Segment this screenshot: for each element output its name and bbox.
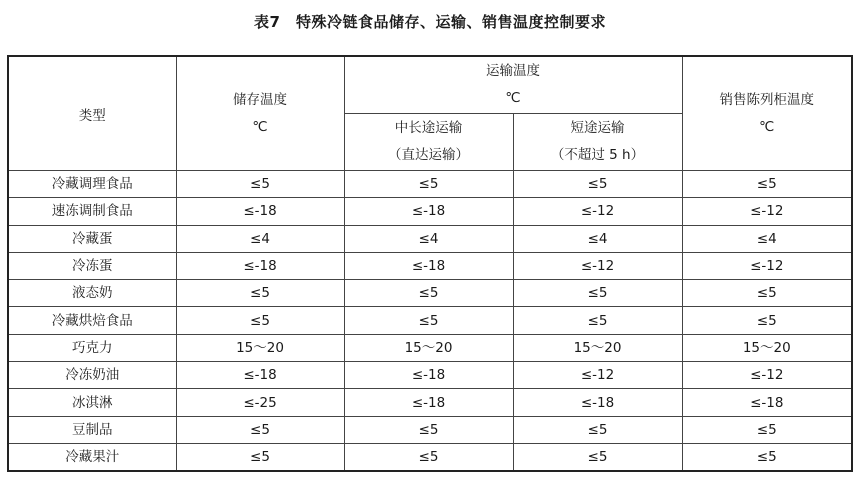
header-sales-label: 销售陈列柜温度 xyxy=(719,91,814,108)
cell-short: ≤-12 xyxy=(513,252,682,279)
cell-short: ≤-12 xyxy=(513,198,682,225)
cell-type: 冷冻蛋 xyxy=(8,252,176,279)
header-long-distance xyxy=(344,114,513,171)
table-caption: 表7 特殊冷链食品储存、运输、销售温度控制要求 xyxy=(254,13,606,31)
cell-sales: ≤-12 xyxy=(682,252,852,279)
cell-sales: ≤5 xyxy=(682,280,852,307)
header-long-note: （直达运输） xyxy=(388,147,469,163)
cell-type: 豆制品 xyxy=(8,416,176,443)
cell-sales: ≤-12 xyxy=(682,362,852,389)
cell-short: 15～20 xyxy=(513,334,682,361)
cell-short: ≤5 xyxy=(513,171,682,198)
cell-storage: ≤-18 xyxy=(176,252,344,279)
cell-type: 冷冻奶油 xyxy=(8,362,176,389)
cell-long: ≤5 xyxy=(344,171,513,198)
cell-sales: ≤5 xyxy=(682,416,852,443)
cell-long: ≤-18 xyxy=(344,252,513,279)
header-storage-temperature xyxy=(176,56,344,171)
table-row xyxy=(8,416,852,443)
table-row xyxy=(8,362,852,389)
table-row xyxy=(8,307,852,334)
temperature-requirements-table xyxy=(7,55,853,472)
header-sales-unit: ℃ xyxy=(759,118,775,135)
cell-type: 冷藏烘焙食品 xyxy=(8,307,176,334)
header-short-label: 短途运输 xyxy=(570,120,625,136)
cell-storage: ≤-18 xyxy=(176,362,344,389)
cell-type: 冷藏调理食品 xyxy=(8,171,176,198)
cell-short: ≤5 xyxy=(513,307,682,334)
table-row xyxy=(8,198,852,225)
cell-sales: ≤-18 xyxy=(682,389,852,416)
cell-type: 速冻调制食品 xyxy=(8,198,176,225)
cell-long: 15～20 xyxy=(344,334,513,361)
cell-storage: ≤5 xyxy=(176,416,344,443)
cell-storage: ≤5 xyxy=(176,171,344,198)
header-type-label: 类型 xyxy=(78,107,106,124)
cell-sales: ≤5 xyxy=(682,171,852,198)
table-row xyxy=(8,389,852,416)
table-row xyxy=(8,225,852,252)
cell-long: ≤-18 xyxy=(344,389,513,416)
cell-type: 巧克力 xyxy=(8,334,176,361)
cell-storage: ≤-18 xyxy=(176,198,344,225)
header-type xyxy=(8,56,176,171)
cell-long: ≤4 xyxy=(344,225,513,252)
cell-short: ≤4 xyxy=(513,225,682,252)
cell-short: ≤-18 xyxy=(513,389,682,416)
cell-sales: ≤4 xyxy=(682,225,852,252)
cell-short: ≤-12 xyxy=(513,362,682,389)
header-transport-label: 运输温度 xyxy=(486,63,540,79)
cell-type: 冷藏蛋 xyxy=(8,225,176,252)
table-row xyxy=(8,280,852,307)
cell-storage: ≤5 xyxy=(176,307,344,334)
cell-sales: ≤5 xyxy=(682,307,852,334)
cell-storage: ≤5 xyxy=(176,280,344,307)
header-transport-temperature xyxy=(344,56,682,114)
cell-type: 液态奶 xyxy=(8,280,176,307)
header-sales-cabinet-temperature xyxy=(682,56,852,171)
cell-sales: ≤5 xyxy=(682,443,852,471)
table-row xyxy=(8,171,852,198)
cell-sales: ≤-12 xyxy=(682,198,852,225)
table-row xyxy=(8,252,852,279)
header-transport-unit: ℃ xyxy=(505,90,521,106)
table-row xyxy=(8,334,852,361)
header-short-distance xyxy=(513,114,682,171)
header-long-label: 中长途运输 xyxy=(394,120,463,136)
header-short-note: （不超过 5 h） xyxy=(550,147,645,163)
cell-type: 冷藏果汁 xyxy=(8,443,176,471)
cell-storage: ≤4 xyxy=(176,225,344,252)
cell-storage: 15～20 xyxy=(176,334,344,361)
cell-long: ≤5 xyxy=(344,443,513,471)
header-storage-unit: ℃ xyxy=(252,118,268,135)
cell-long: ≤-18 xyxy=(344,198,513,225)
cell-short: ≤5 xyxy=(513,443,682,471)
cell-long: ≤-18 xyxy=(344,362,513,389)
cell-sales: 15～20 xyxy=(682,334,852,361)
cell-short: ≤5 xyxy=(513,280,682,307)
cell-short: ≤5 xyxy=(513,416,682,443)
cell-long: ≤5 xyxy=(344,416,513,443)
cell-long: ≤5 xyxy=(344,307,513,334)
header-storage-label: 储存温度 xyxy=(233,91,287,108)
cell-storage: ≤-25 xyxy=(176,389,344,416)
cell-long: ≤5 xyxy=(344,280,513,307)
table-row xyxy=(8,443,852,471)
cell-type: 冰淇淋 xyxy=(8,389,176,416)
cell-storage: ≤5 xyxy=(176,443,344,471)
